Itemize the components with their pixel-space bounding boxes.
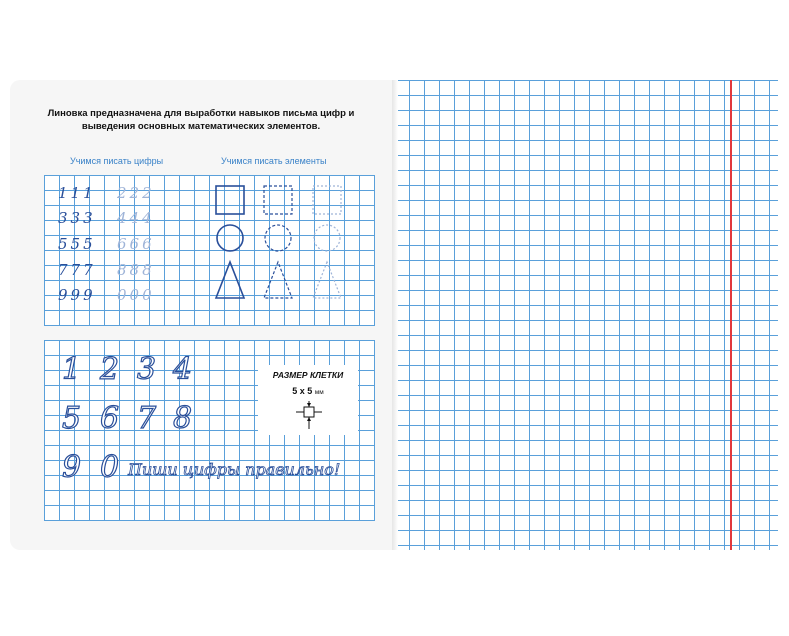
big-digit-1: 1 bbox=[62, 352, 82, 387]
big-digit-2: 2 bbox=[100, 352, 120, 387]
subtitle-digits: Учимся писать цифры bbox=[70, 156, 164, 166]
triangle-dotted-shape bbox=[313, 262, 341, 298]
square-dotted-shape bbox=[313, 186, 341, 214]
digit-row-left-4: 777 bbox=[58, 261, 96, 279]
digit-row-left-3: 555 bbox=[58, 235, 96, 253]
digit-row-right-1: 222 bbox=[117, 184, 155, 202]
square-solid-shape bbox=[216, 186, 244, 214]
circle-dashed-shape bbox=[265, 225, 291, 251]
subtitle-elements: Учимся писать элементы bbox=[221, 156, 327, 166]
digit-row-left-2: 333 bbox=[58, 209, 96, 227]
triangle-solid-shape bbox=[216, 262, 244, 298]
cell-size-value bbox=[258, 386, 358, 396]
slogan-text: Пиши цифры правильно! bbox=[128, 460, 341, 479]
big-digit-8: 8 bbox=[173, 401, 193, 436]
big-digit-9: 9 bbox=[62, 450, 82, 485]
digit-row-left-5: 999 bbox=[58, 286, 96, 304]
digit-row-right-2: 444 bbox=[117, 209, 155, 227]
digit-row-right-5: 000 bbox=[117, 286, 155, 304]
big-digit-4: 4 bbox=[173, 352, 193, 387]
circle-dotted-shape bbox=[314, 225, 340, 251]
cell-size-box bbox=[258, 365, 358, 435]
square-dashed-shape bbox=[264, 186, 292, 214]
digit-row-right-4: 888 bbox=[117, 261, 155, 279]
big-digit-3: 3 bbox=[137, 352, 157, 387]
cell-size-title: РАЗМЕР КЛЕТКИ bbox=[272, 370, 344, 380]
intro-text: Линовка предназначена для выработки навыков письма цифр и выведения основных математических элементов. bbox=[47, 108, 355, 132]
digit-row-left-1: 111 bbox=[58, 184, 96, 202]
cell-size-unit: мм bbox=[314, 389, 324, 396]
digit-row-right-3: 666 bbox=[117, 235, 155, 253]
triangle-dashed-shape bbox=[264, 262, 292, 298]
big-digit-5: 5 bbox=[62, 401, 82, 436]
circle-solid-shape bbox=[217, 225, 243, 251]
big-digit-0: 0 bbox=[100, 450, 120, 485]
big-digit-6: 6 bbox=[100, 401, 120, 436]
big-digit-7: 7 bbox=[137, 401, 157, 436]
cell-size-number: 5 х 5 bbox=[292, 386, 313, 396]
cell-size-diagram-icon bbox=[296, 401, 322, 431]
